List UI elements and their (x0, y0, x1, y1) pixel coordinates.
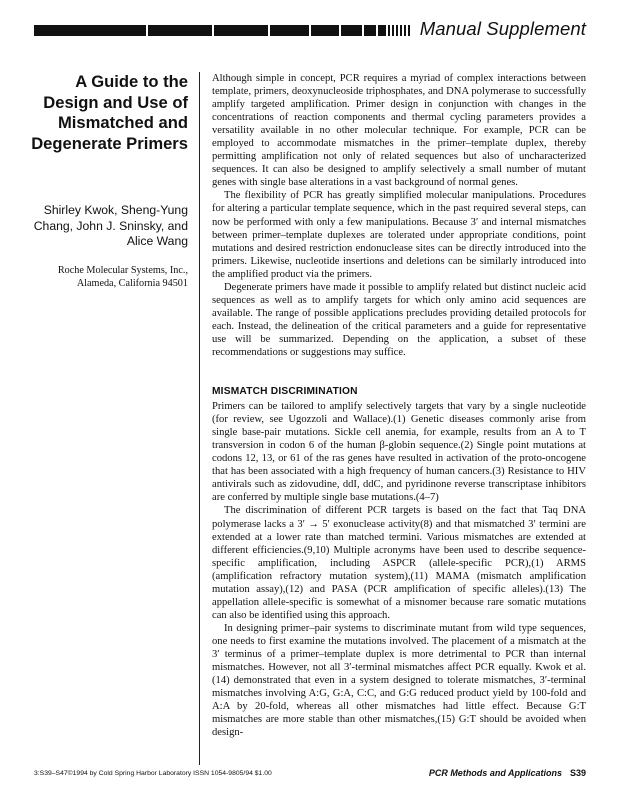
author-affiliation: Roche Molecular Systems, Inc., Alameda, California 94501 (57, 265, 188, 289)
body-paragraph: In designing primer–pair systems to discriminate mutant from wild type sequences, one needs to first examine the mutations involved. The placement of a mismatch at the 3′ terminus of a primer–template duplex is more detrimental to PCR than internal mismatches. However, not all 3′-terminal mismatches affect PCR equally. Kwok et al.(14) demonstrated that even in a system designed to tolerate mismatches, 3′-terminal mismatches involving A:G, G:A, C:C, and G:G reduced product yield by 100-fold and A:A by 20-fold, whereas all other mismatches had little effect. Because G:T mismatches are more stable than other mismatches,(15) G:T should be avoided when design- (212, 622, 586, 739)
page-number: S39 (569, 768, 586, 778)
section-title: Manual Supplement (419, 18, 586, 39)
body-paragraph: Primers can be tailored to amplify selectively targets that vary by a single nucleotide (for review, see Ugozzoli and Wallace).(1) Genetic diseases commonly arise from single base-pair mutations. Sickle cell anemia, for example, results from an A to T transversion in codon 6 of the human β-globin sequence.(2) Single point mutations at codons 12, 13, or 61 of the ras genes have resulted in activation of the proto-oncogene that has been associated with a high frequency of human cancers.(3) Resistance to HIV antivirals such as zidovudine, ddI, ddC, and pyridinone reverse transcriptase inhibitors are conferred by multiple single base mutations.(4–7) (212, 401, 586, 504)
body-paragraph: Degenerate primers have made it possible to amplify related but distinct nucleic acid sequences as well as to amplify targets for which only amino acid sequences are available. The range of possible applications precludes providing detailed protocols for each. Instead, the delineation of the critical parameters and a guide for representative use will be summarized. Depending on the application, a subset of these recommendations or suggestions may suffice. (212, 281, 586, 358)
article-title: A Guide to the Design and Use of Mismatched and Degenerate Primers (31, 72, 188, 153)
body-paragraph: The discrimination of different PCR targets is based on the fact that Taq DNA polymerase lacks a 3′ → 5′ exonuclease activity(8) and that mismatched 3′ termini are extended at a lower rate than matched termini. Various mismatches are extended at different efficiencies.(9,10) Multiple acronyms have been used to describe sequence-specific amplification, including ASPCR (allele-specific PCR),(1) ARMS (amplification refractory mutation system),(11) MAMA (mismatch amplification mutation assay),(12) and PASA (PCR amplification of specific alleles).(13) The appellation allele-specific is somewhat of a misnomer because rare somatic mutations can also be identified using this approach. (212, 505, 586, 621)
body-paragraph: Although simple in concept, PCR requires a myriad of complex interactions between template, primers, deoxynucleoside triphosphates, and DNA polymerase to successfully amplify targeted amplification. Primer design in conjunction with changes in the concentrations of reaction components and thermal cycling parameters provides a versatility available in no other molecular technique. For example, PCR can be employed to accommodate mismatches in the primer–template duplex, thereby permitting amplification not only of related sequences but also of uncharacterized sequences. It can also be designed to amplify selectively a small number of mutant genes with single base alterations in a vast background of normal genes. (212, 73, 586, 189)
article-authors: Shirley Kwok, Sheng-Yung Chang, John J. Sninsky, and Alice Wang (33, 203, 188, 249)
header-stripes (388, 25, 410, 36)
journal-name: PCR Methods and Applications (428, 768, 562, 778)
header-rule (34, 25, 386, 36)
body-paragraph: The flexibility of PCR has greatly simplified molecular manipulations. Procedures for altering a particular template sequence, which in the past required several steps, can now be performed with only a few manipulations. Because 3′ and internal mismatches between primer–template duplexes are tolerated under appropriate conditions, point mutations and desired restriction endonuclease sites can be directly introduced into the primers. Likewise, nucleotide insertions and deletions can be similarly introduced into the amplified product via the primers. (212, 190, 586, 280)
copyright-line: 3:S39–S47©1994 by Cold Spring Harbor Laboratory ISSN 1054-9805/94 $1.00 (34, 770, 272, 777)
running-header (34, 18, 586, 39)
page-footer (34, 768, 586, 782)
article-body (212, 72, 586, 739)
journal-footer (429, 768, 586, 778)
section-heading: MISMATCH DISCRIMINATION (212, 386, 358, 398)
column-divider (199, 72, 200, 765)
